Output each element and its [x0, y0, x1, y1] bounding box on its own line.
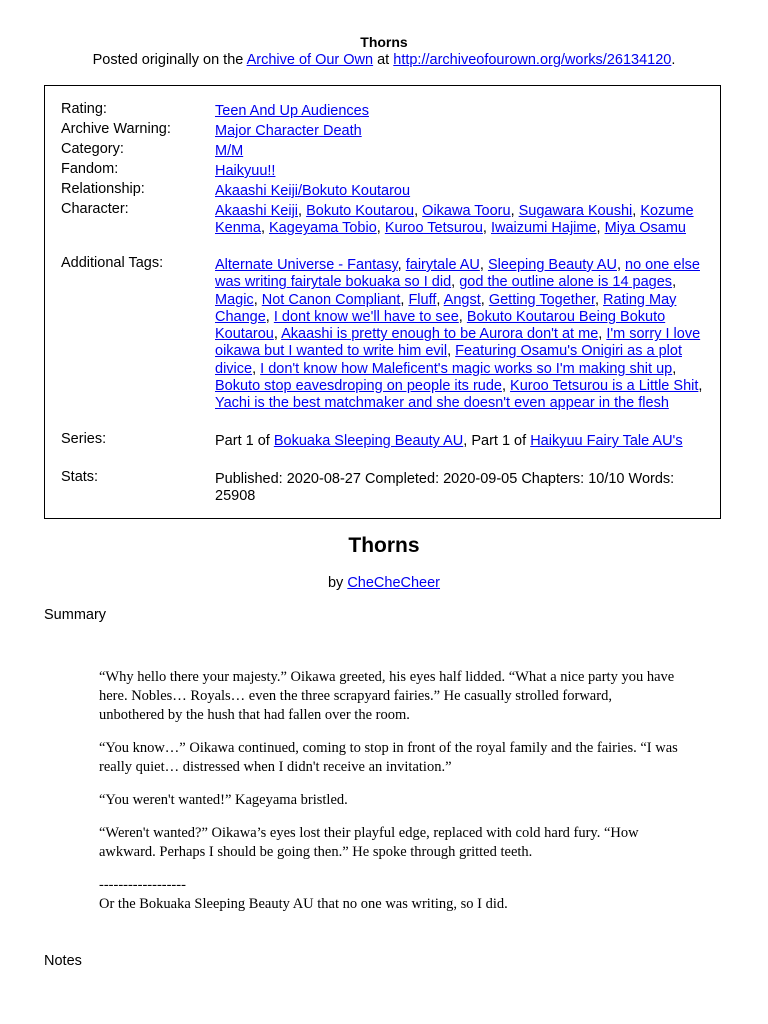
summary-paragraph: “Weren't wanted?” Oikawa’s eyes lost their playful edge, replaced with cold hard fury. “How awkward. Perhaps I should be going then.” He spoke through gritted teeth. — [99, 825, 639, 860]
fandom-link[interactable]: Haikyuu!! — [215, 163, 276, 179]
tag-link[interactable]: Bokuto Koutarou Being Bokuto Koutarou — [215, 308, 666, 343]
work-url-link[interactable]: http://archiveofourown.org/works/26134120 — [393, 52, 672, 68]
category-label: Category: — [61, 141, 124, 157]
tag-link[interactable]: god the outline alone is 14 pages — [459, 274, 673, 291]
at-text: at — [373, 52, 394, 68]
summary-text — [99, 668, 679, 914]
notes-heading: Notes — [44, 953, 82, 969]
summary-paragraph: “You weren't wanted!” Kageyama bristled. — [99, 792, 348, 808]
metadata-box — [44, 85, 721, 519]
tag-link[interactable]: Kuroo Tetsurou — [384, 220, 483, 237]
character-list: Akaashi Keiji, Bokuto Koutarou, Oikawa Tooru, Sugawara Koushi, Kozume Kenma, Kageyama Tobio, Kuroo Tetsurou, Iwaizumi Hajime, Miya Osamu — [215, 203, 694, 237]
stats-label: Stats: — [61, 469, 99, 485]
warning-label: Archive Warning: — [61, 121, 171, 137]
tag-link[interactable]: Kozume Kenma — [215, 203, 694, 237]
tag-link[interactable]: no one else was writing fairytale bokuaka so I did — [215, 257, 700, 291]
tag-link[interactable]: Sleeping Beauty AU — [487, 257, 617, 273]
category-link[interactable]: M/M — [215, 143, 244, 159]
character-label: Character: — [61, 201, 129, 217]
tag-link[interactable]: Not Canon Compliant — [261, 291, 401, 308]
tag-link[interactable]: Yachi is the best matchmaker and she doesn't even appear in the flesh — [215, 395, 669, 412]
summary-divider: ------------------ — [99, 877, 186, 893]
tags-label: Additional Tags: — [61, 255, 164, 271]
tag-link[interactable]: Kuroo Tetsurou is a Little Shit — [510, 378, 699, 395]
posted-line — [0, 52, 768, 68]
tag-link[interactable]: Getting Together — [488, 291, 595, 308]
tag-link[interactable]: Fluff — [408, 291, 437, 308]
tag-link[interactable]: Akaashi Keiji — [215, 203, 299, 219]
rating-link[interactable]: Teen And Up Audiences — [215, 103, 369, 119]
archive-link[interactable]: Archive of Our Own — [246, 52, 374, 68]
tag-link[interactable]: I'm sorry I love oikawa but I wanted to write him evil — [215, 326, 701, 360]
relationship-label: Relationship: — [61, 181, 145, 197]
series-label: Series: — [61, 431, 107, 447]
series2-link[interactable]: Haikyuu Fairy Tale AU's — [530, 433, 683, 449]
tag-link[interactable]: Magic — [215, 291, 254, 308]
tag-link[interactable]: I don't know how Maleficent's magic works so I'm making shit up — [260, 360, 673, 377]
summary-heading: Summary — [44, 607, 107, 623]
author-link[interactable]: CheCheCheer — [347, 575, 441, 591]
byline — [0, 575, 768, 591]
tag-link[interactable]: I dont know we'll have to see — [273, 308, 459, 325]
tag-link[interactable]: Alternate Universe - Fantasy — [215, 257, 398, 273]
relationship-link[interactable]: Akaashi Keiji/Bokuto Koutarou — [215, 183, 411, 199]
summary-footnote — [99, 876, 679, 914]
tag-link[interactable]: Akaashi is pretty enough to be Aurora don't at me — [281, 326, 599, 343]
tag-link[interactable]: Featuring Osamu's Onigiri as a plot divice — [215, 343, 682, 377]
by-prefix: by — [327, 575, 348, 591]
fandom-label: Fandom: — [61, 161, 119, 177]
tags-list: Alternate Universe - Fantasy, fairytale AU, Sleeping Beauty AU, no one else was writing fairytale bokuaka so I did, god the outline alone is 14 pages, Magic, Not Canon Compliant, Fluff, Angst, Getting Together, Rating May Change, I dont know we'll have to see, Bokuto Koutarou Being Bokuto Koutarou, Akaashi is pretty enough to be Aurora don't at me, I'm sorry I love oikawa but I wanted to write him evil, Featuring Osamu's Onigiri as a plot divice, I don't know how Maleficent's magic works so I'm making shit up, Bokuto stop eavesdroping on people its rude, Kuroo Tetsurou is a Little Shit, Yachi is the best matchmaker and she doesn't even appear in the flesh — [215, 257, 703, 412]
warning-link[interactable]: Major Character Death — [215, 123, 362, 139]
series1-link[interactable]: Bokuaka Sleeping Beauty AU — [273, 433, 464, 449]
rating-label: Rating: — [61, 101, 107, 117]
tag-link[interactable]: fairytale AU — [405, 257, 480, 273]
summary-footnote-text: Or the Bokuaka Sleeping Beauty AU that no one was writing, so I did. — [99, 896, 508, 912]
stats-value: Published: 2020-08-27 Completed: 2020-09-05 Chapters: 10/10 Words: 25908 — [215, 471, 675, 505]
tag-link[interactable]: Kageyama Tobio — [269, 220, 377, 237]
tag-link[interactable]: Rating May Change — [215, 291, 677, 325]
posted-prefix: Posted originally on the — [92, 52, 247, 68]
summary-paragraph: “You know…” Oikawa continued, coming to stop in front of the royal family and the fairies. “I was really quiet… distressed when I didn't receive an invitation.” — [99, 740, 678, 775]
tag-link[interactable]: Miya Osamu — [604, 220, 686, 237]
tag-link[interactable]: Bokuto stop eavesdroping on people its rude — [215, 378, 502, 395]
period: . — [671, 52, 676, 68]
tag-link[interactable]: Sugawara Koushi — [518, 203, 633, 219]
summary-paragraph: “Why hello there your majesty.” Oikawa greeted, his eyes half lidded. “What a nice party you have here. Nobles… Royals… even the three scrapyard fairies.” He casually strolled forward, unbothered by the hush that had fallen over the room. — [99, 669, 675, 723]
series-value: Part 1 of Bokuaka Sleeping Beauty AU, Part 1 of Haikyuu Fairy Tale AU's — [215, 433, 683, 449]
tag-link[interactable]: Angst — [443, 291, 481, 308]
work-title: Thorns — [348, 534, 420, 557]
tag-link[interactable]: Bokuto Koutarou — [306, 203, 415, 219]
series2-prefix: Part 1 of — [471, 433, 531, 449]
series1-prefix: Part 1 of — [215, 433, 274, 449]
tag-link[interactable]: Oikawa Tooru — [422, 203, 511, 219]
header-title: Thorns — [360, 34, 408, 50]
tag-link[interactable]: Iwaizumi Hajime — [490, 220, 597, 237]
